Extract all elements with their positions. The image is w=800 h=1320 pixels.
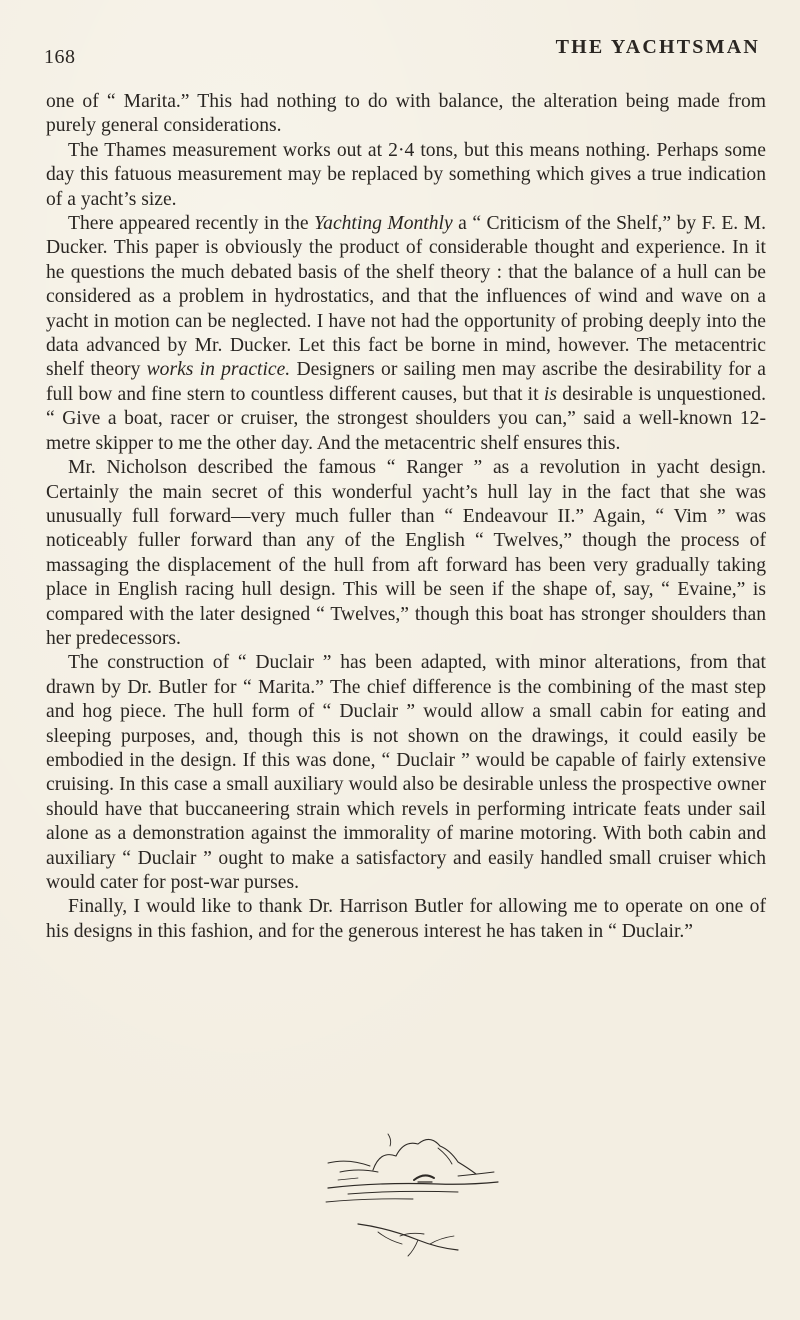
paragraph-1: one of “ Marita.” This had nothing to do with balance, the alteration being made from purely general considerations.: [46, 91, 766, 137]
landscape-sketch-icon: [318, 1128, 518, 1268]
paragraph-3-part: Designers or sailing men may ascribe the desirability for a full bow and fine stern to countless different causes, but that it: [46, 359, 766, 405]
emphasis-works-in-practice: works in practice.: [146, 359, 291, 381]
paragraph-4: Mr. Nicholson described the famous “ Ranger ” as a revolution in yacht design. Certainly the main secret of this wonderful yacht’s hull lay in the fact that she was unusually full forward—very much fuller than “ Endeavour II.” Again, “ Vim ” was noticeably fuller forward than any of the English “ Twelves,” though the process of massaging the displacement of the hull from aft forward has been very gradually taking place in English racing hull design. This will be seen if the shape of, say, “ Evaine,” is compared with the later designed “ Twelves,” though this boat has stronger shoulders than her predecessors.: [46, 457, 766, 649]
article-body: [46, 90, 766, 944]
magazine-title: Yachting Monthly: [314, 213, 453, 235]
emphasis-is: is: [543, 383, 557, 405]
paragraph-3-part: a “ Criticism of the Shelf,” by F. E. M. Ducker. This paper is obviously the product of considerable thought and experience. In it he questions the much debated basis of the shelf theory : that the balance of a hull can be considered as a problem in hydrostatics, and that the influences of wind and wave on a yacht in motion can be neglected. I have not had the opportunity of probing deeply into the data advanced by Mr. Ducker. Let this fact be borne in mind, however. The metacentric shelf theory: [46, 213, 767, 381]
paragraph-5: The construction of “ Duclair ” has been adapted, with minor alterations, from that drawn by Dr. Butler for “ Marita.” The chief difference is the combining of the mast step and hog piece. The hull form of “ Duclair ” would allow a small cabin for eating and sleeping purposes, and, though this is not shown on the drawings, it could easily be embodied in the design. If this was done, “ Duclair ” would be capable of fairly extensive cruising. In this case a small auxiliary would also be desirable unless the prospective owner should have that buccaneering strain which revels in performing intricate feats under sail alone as a demonstration against the immorality of marine motoring. With both cabin and auxiliary “ Duclair ” ought to make a satisfactory and easily handled small cruiser which would cater for post-war purses.: [46, 652, 766, 893]
page-number: 168: [44, 46, 76, 68]
running-head: THE YACHTSMAN: [555, 36, 760, 58]
paragraph-2: The Thames measurement works out at 2·4 tons, but this means nothing. Perhaps some day this fatuous measurement may be replaced by something which gives a true indication of a yacht’s size.: [46, 139, 766, 210]
paragraph-3-part: desirable is unquestioned. “ Give a boat, racer or cruiser, the strongest shoulders you can,” said a well-known 12-metre skipper to me the other day. And the metacentric shelf ensures this.: [46, 383, 766, 454]
page-header: [44, 34, 760, 68]
paragraph-6: Finally, I would like to thank Dr. Harrison Butler for allowing me to operate on one of his designs in this fashion, and for the generous interest he has taken in “ Duclair.”: [46, 896, 766, 942]
paragraph-3-part: There appeared recently in the: [68, 213, 315, 235]
paragraph-3: [46, 212, 766, 456]
